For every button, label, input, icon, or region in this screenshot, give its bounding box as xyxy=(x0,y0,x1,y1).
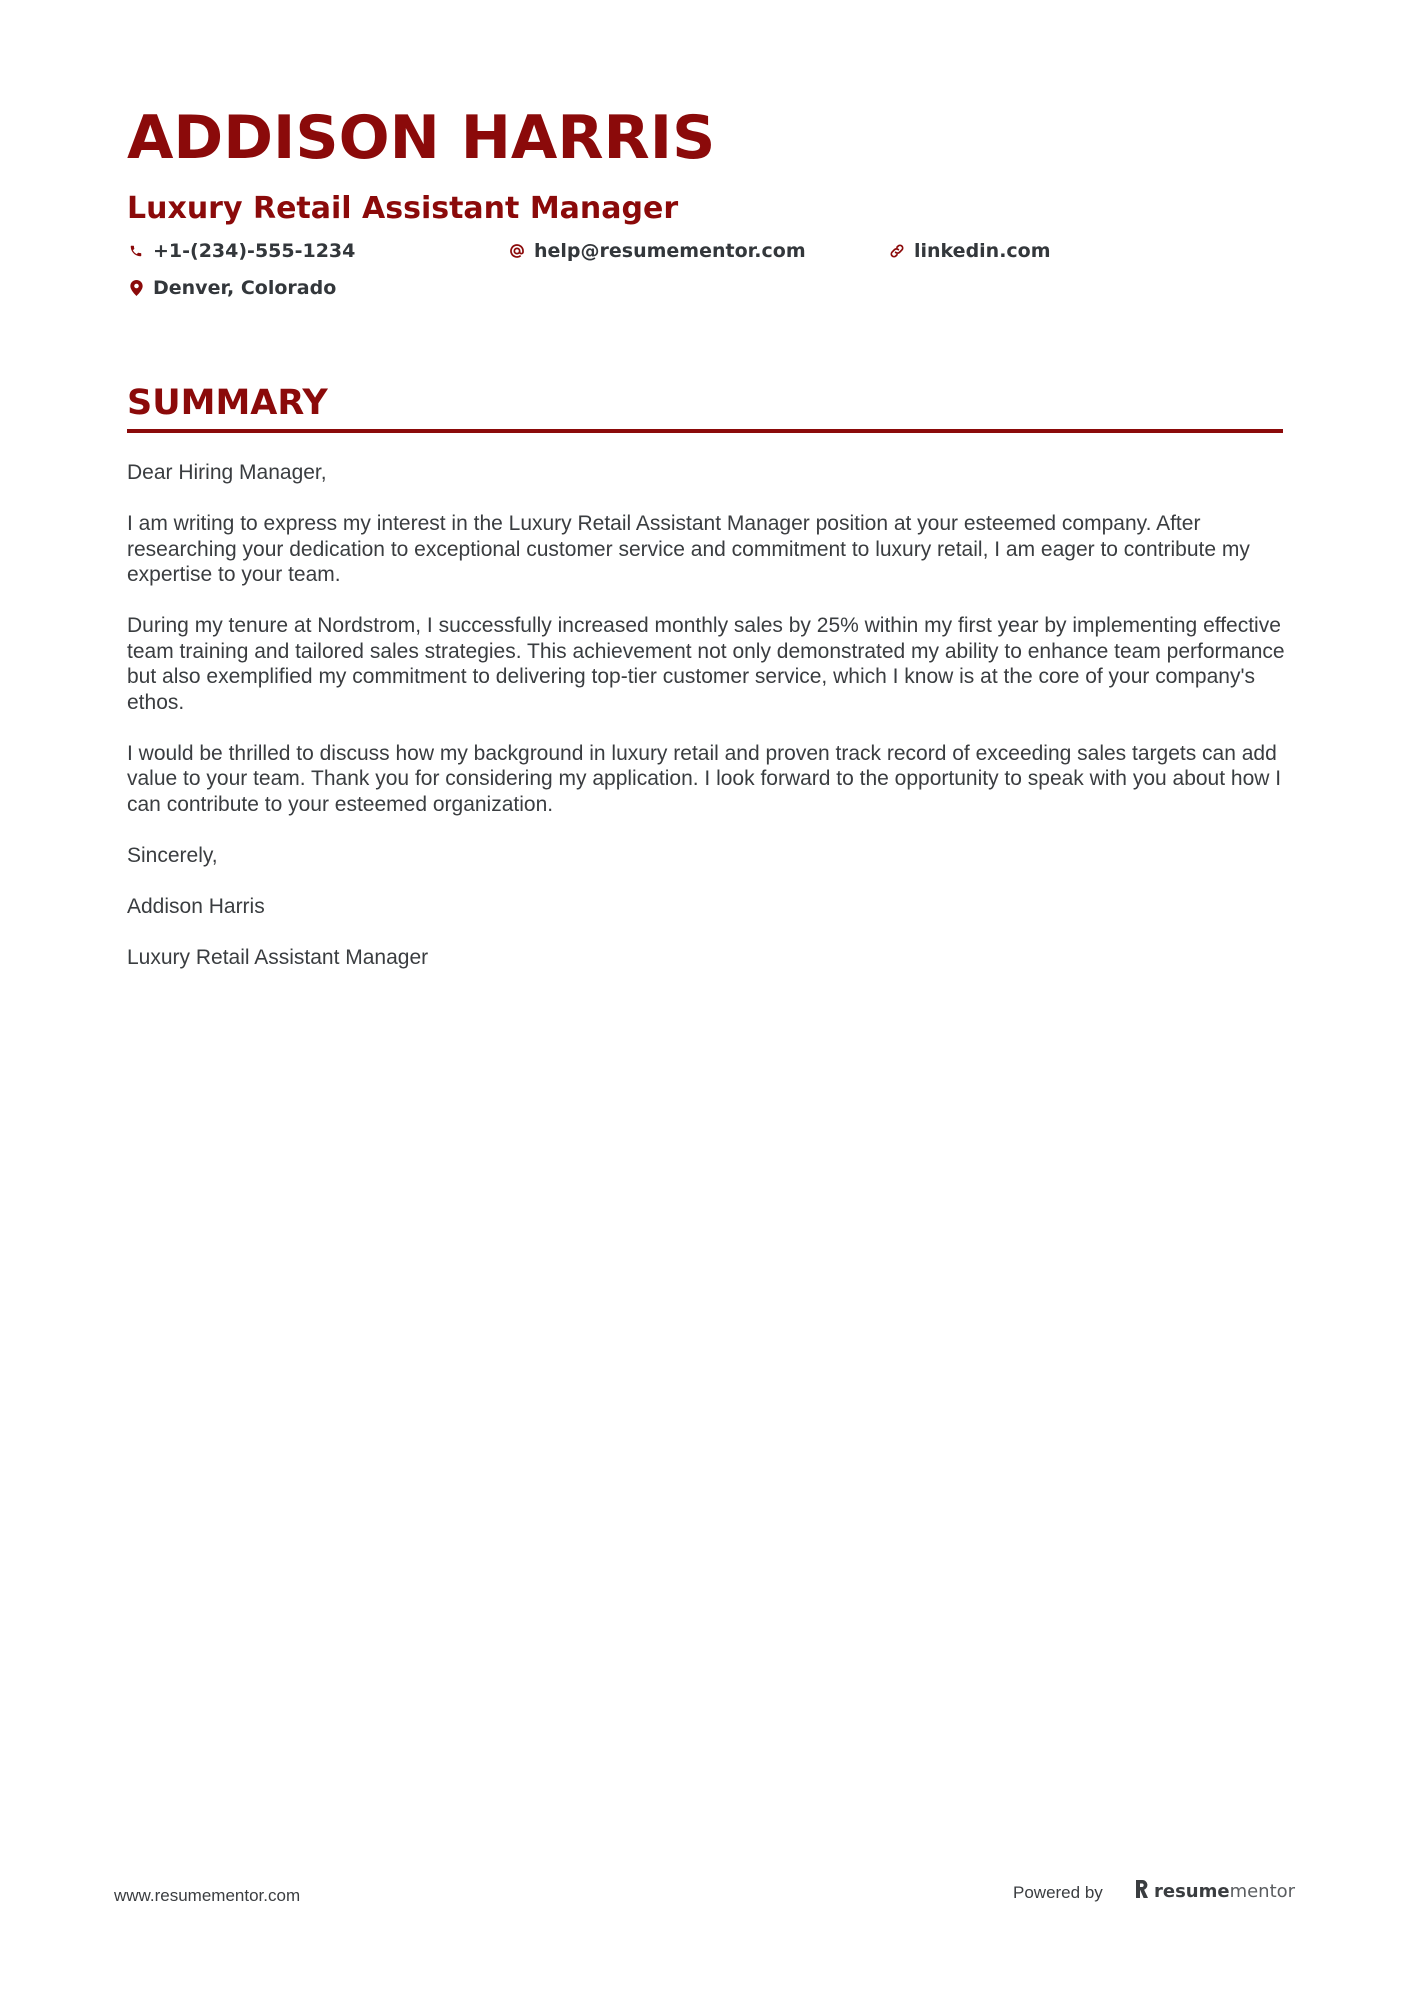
letter-signature-name: Addison Harris xyxy=(127,894,265,918)
footer-brand-text xyxy=(1154,1881,1295,1902)
phone-icon xyxy=(128,243,144,259)
footer-website[interactable]: www.resumementor.com xyxy=(114,1886,301,1905)
footer-brand-logo[interactable] xyxy=(1134,1879,1295,1904)
link-icon xyxy=(889,243,905,259)
contact-phone-text: +1-(234)-555-1234 xyxy=(153,240,356,262)
letter-paragraph: I am writing to express my interest in the Luxury Retail Assistant Manager position at your esteemed company. After researching your dedication to exceptional customer service and commitment to luxury retail, I am eager to contribute my expertise to your team. xyxy=(127,512,1250,586)
letter-signature-title: Luxury Retail Assistant Manager xyxy=(127,945,429,969)
contact-linkedin[interactable] xyxy=(889,240,1051,262)
contact-phone xyxy=(128,240,355,262)
resumementor-logo-icon xyxy=(1134,1879,1150,1904)
letter-body xyxy=(127,460,1287,996)
map-pin-icon xyxy=(128,280,144,296)
letter-paragraph: During my tenure at Nordstrom, I successfully increased monthly sales by 25% within my first year by implementing effective team training and tailored sales strategies. This achievement not only demonstrated my ability to enhance team performance but also exemplified my commitment to delivering top-tier customer service, which I know is at the core of your company's ethos. xyxy=(127,614,1285,714)
contact-location-text: Denver, Colorado xyxy=(153,277,337,299)
brand-text-bold: resume xyxy=(1154,1881,1230,1902)
contact-linkedin-text[interactable]: linkedin.com xyxy=(914,240,1051,262)
at-icon xyxy=(509,243,525,259)
letter-closing: Sincerely, xyxy=(127,843,218,867)
contact-email[interactable] xyxy=(509,240,806,262)
contact-email-text[interactable]: help@resumementor.com xyxy=(534,240,806,262)
brand-text-light: mentor xyxy=(1229,1881,1296,1902)
footer-powered-by: Powered by xyxy=(1013,1883,1103,1902)
contact-location xyxy=(128,277,336,299)
letter-salutation: Dear Hiring Manager, xyxy=(127,461,327,484)
letter-paragraph: I would be thrilled to discuss how my background in luxury retail and proven track record of exceeding sales targets can add value to your team. Thank you for considering my application. I look forward to the opportunity to speak with you about how I can contribute to your esteemed organization. xyxy=(127,741,1282,816)
section-divider xyxy=(127,429,1283,433)
candidate-name: ADDISON HARRIS xyxy=(127,103,716,173)
candidate-title: Luxury Retail Assistant Manager xyxy=(127,191,679,226)
summary-heading: SUMMARY xyxy=(127,383,328,423)
